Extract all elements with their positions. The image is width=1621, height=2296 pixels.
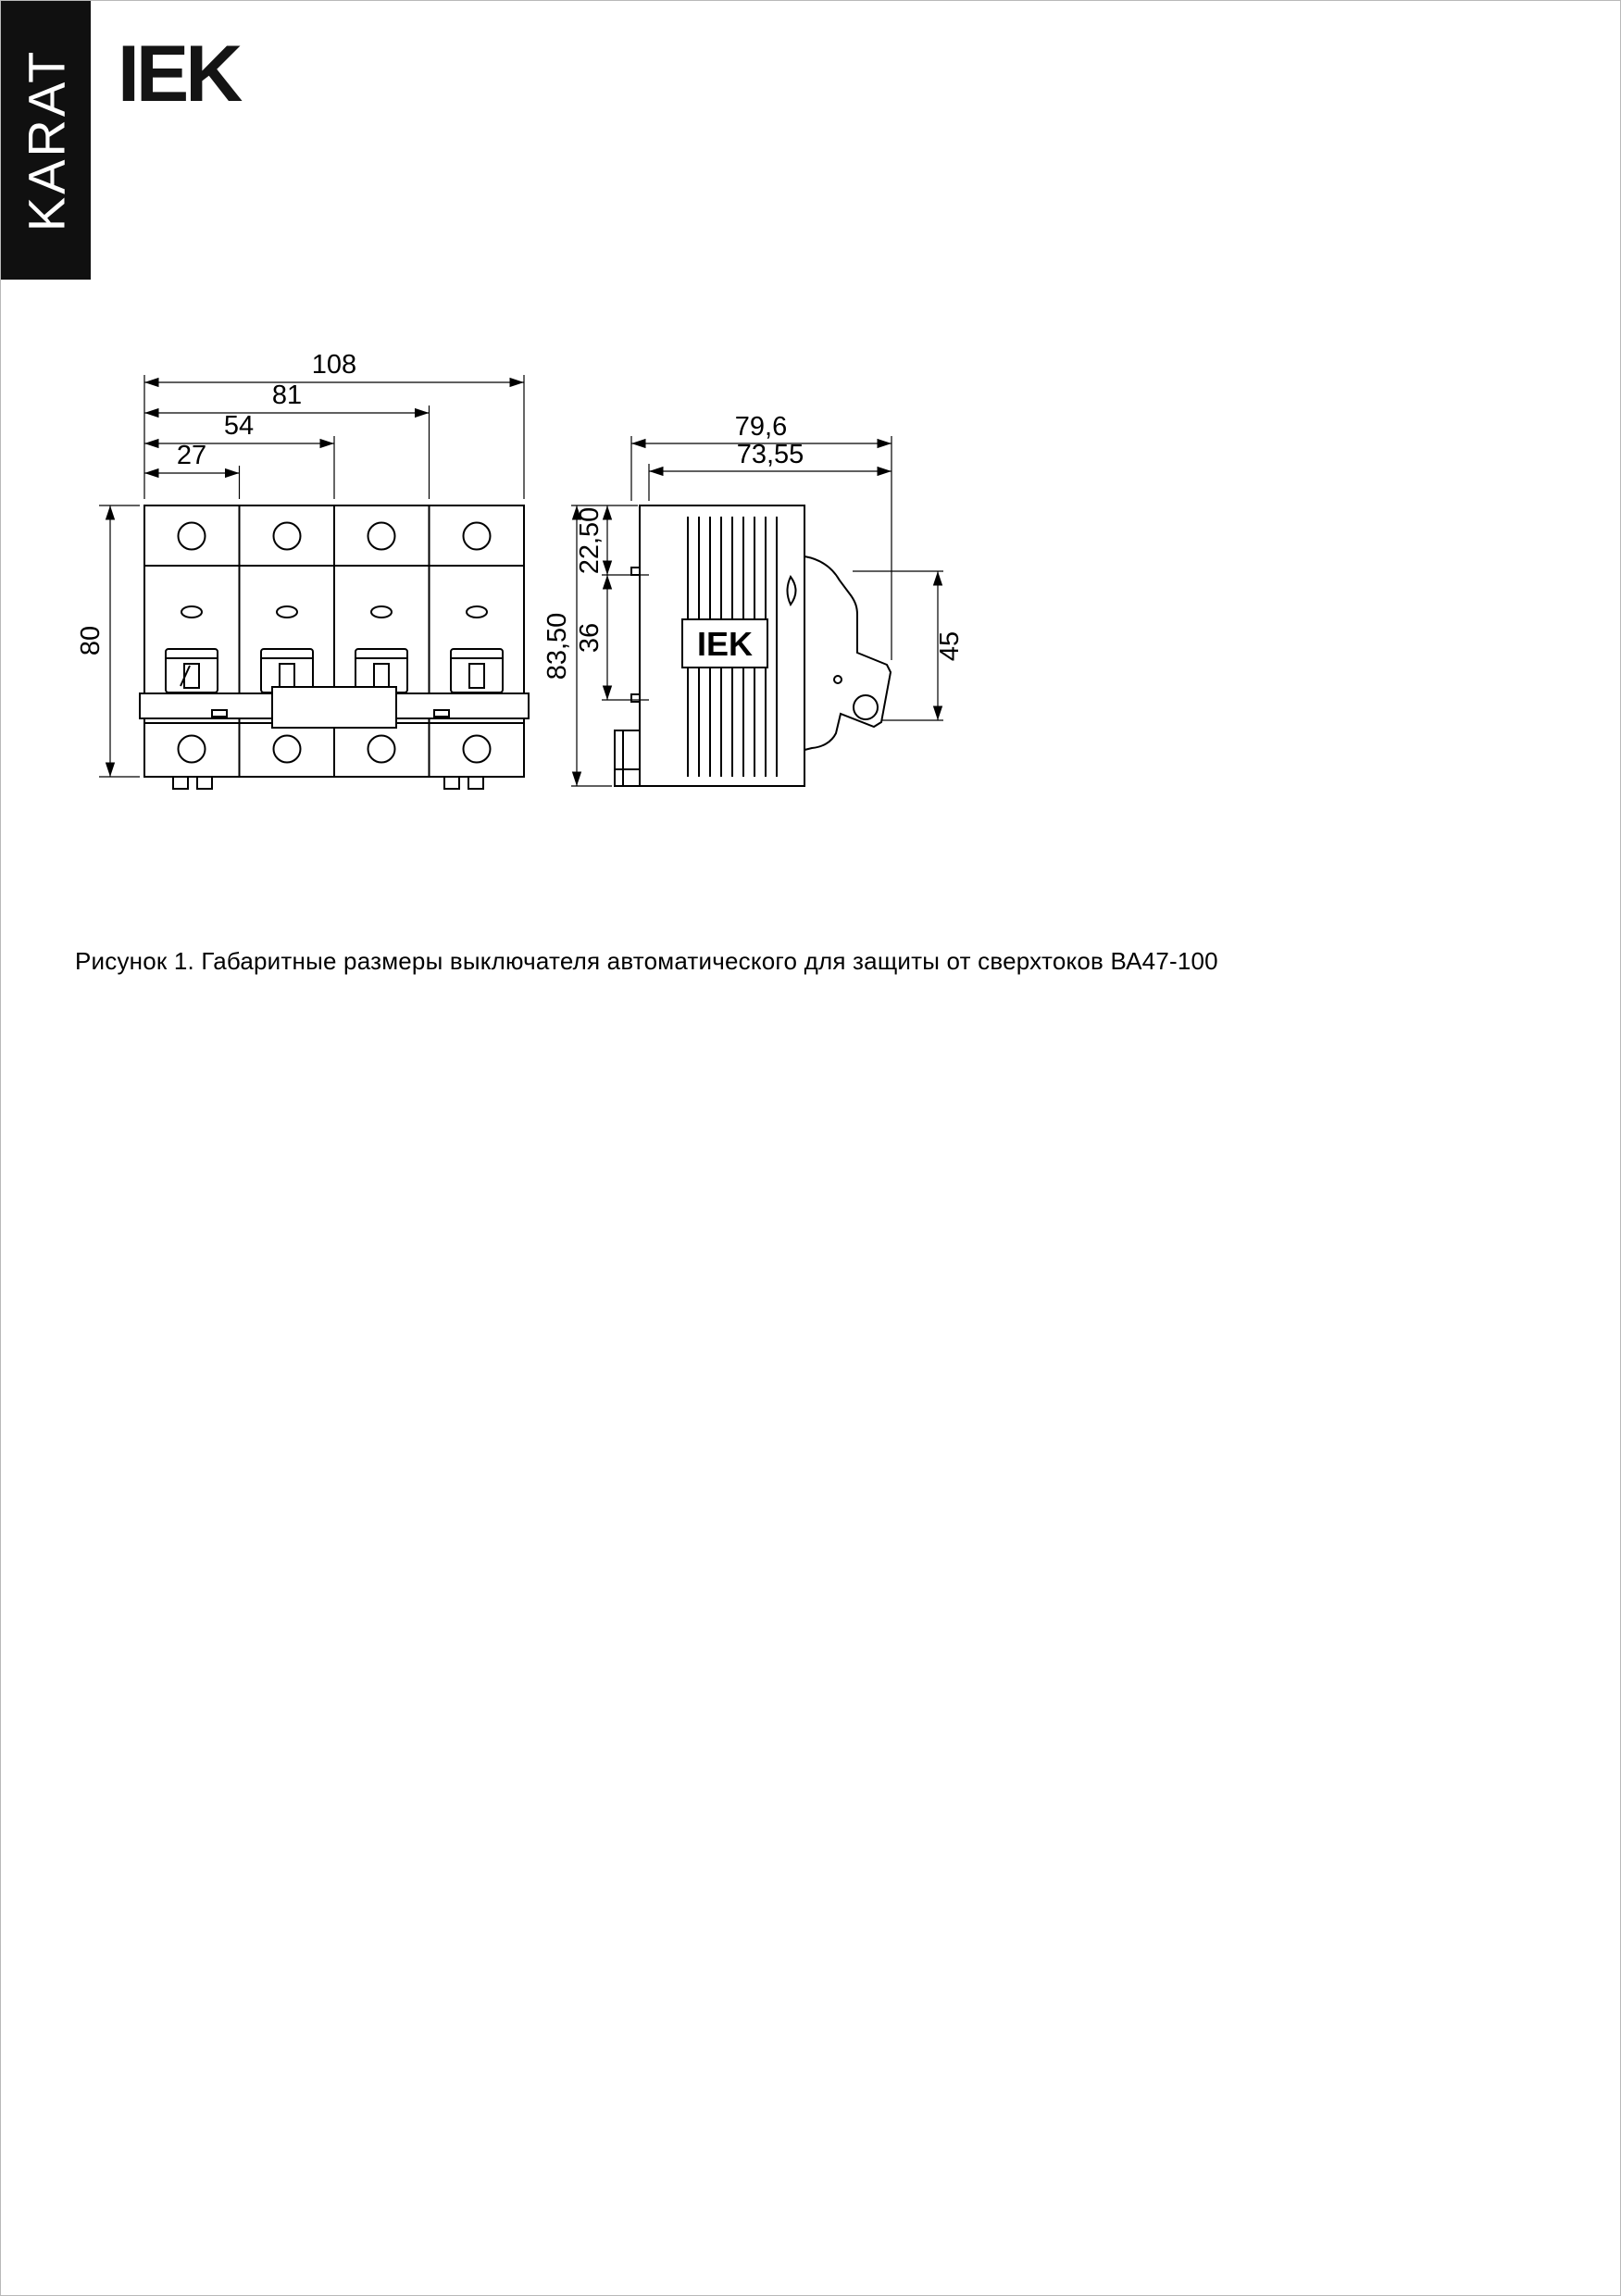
terminal-screw (179, 736, 206, 763)
front-view-dim-labels (76, 350, 356, 655)
terminal-screw (464, 736, 491, 763)
terminal-screw (179, 523, 206, 550)
din-tab (173, 777, 212, 789)
terminal-screw (368, 523, 395, 550)
din-clip (615, 730, 640, 786)
figure-caption: Рисунок 1. Габаритные размеры выключателя автоматического для защиты от сверхтоков ВА47-100 (75, 947, 1218, 975)
dim-label-81: 81 (271, 381, 303, 410)
side-front-profile (804, 556, 891, 750)
terminal-screw (274, 523, 301, 550)
dim-label-22-50: 22,50 (575, 506, 605, 575)
dim-label-36: 36 (575, 622, 605, 654)
interlock-plate (272, 687, 396, 728)
crescent-cutout (788, 577, 796, 605)
dim-label-83-50: 83,50 (542, 612, 572, 680)
dim-label-27: 27 (176, 441, 207, 470)
toggle-pivot (854, 695, 878, 719)
iek-logo: IEK (118, 30, 240, 119)
dim-label-73-55: 73,55 (736, 440, 804, 469)
dim-label-54: 54 (223, 411, 255, 441)
terminal-screw (274, 736, 301, 763)
terminal-screw (464, 523, 491, 550)
dim-label-108: 108 (311, 350, 357, 380)
technical-drawing (1, 1, 1621, 1019)
side-iek-logo: IEK (696, 625, 754, 663)
front-view (140, 505, 529, 789)
dim-label-79-6: 79,6 (734, 412, 788, 442)
side-view-dimensions (571, 436, 943, 786)
din-tab (444, 777, 483, 789)
terminal-screw (368, 736, 395, 763)
dim-label-80: 80 (76, 625, 106, 656)
karat-brand-label: KARAT (17, 48, 76, 232)
dim-label-45: 45 (935, 630, 965, 662)
